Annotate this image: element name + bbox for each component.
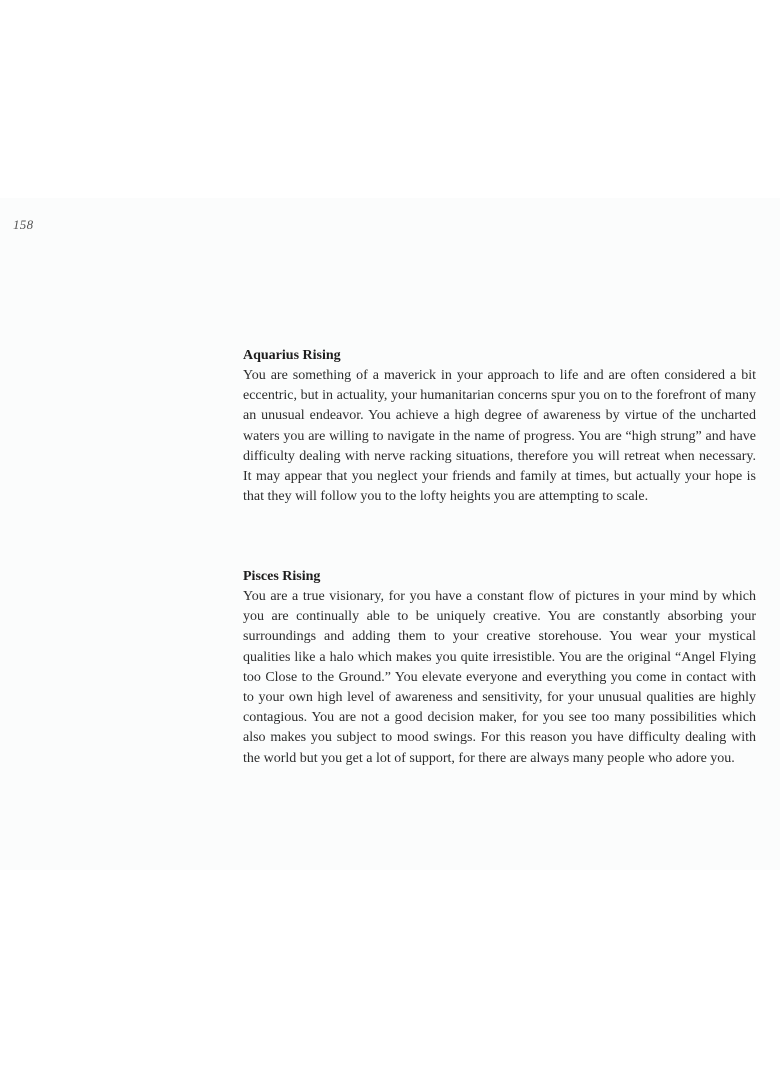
section-aquarius-rising [243,346,756,507]
section-pisces-rising [243,567,756,769]
section-body: You are a true visionary, for you have a constant flow of pictures in your mind by which you are continually able to be uniquely creative. You are constantly absorbing your surroundings and adding them to your creative storehouse. You wear your mystical qualities like a halo which makes you quite irresistible. You are the original “Angel Flying too Close to the Ground.” You elevate everyone and everything you come in contact with to your own high level of awareness and sensitivity, for your unusual qualities are highly contagious. You are not a good decision maker, for you see too many possibilities which also makes you subject to mood swings. For this reason you have difficulty dealing with the world but you get a lot of support, for there are always many people who adore you. [243,589,756,766]
section-heading: Aquarius Rising [243,348,341,363]
page-background [0,198,780,870]
page-number: 158 [13,217,34,232]
section-heading: Pisces Rising [243,569,321,584]
section-body: You are something of a maverick in your approach to life and are often considered a bit eccentric, but in actuality, your humanitarian concerns spur you on to the forefront of many an unusual endeavor. You achieve a high degree of awareness by virtue of the uncharted waters you are willing to navigate in the name of progress. You are “high strung” and have difficulty dealing with nerve racking situations, therefore you will retreat when necessary. It may appear that you neglect your friends and family at times, but actually your hope is that they will follow you to the lofty heights you are attempting to scale. [243,368,756,505]
